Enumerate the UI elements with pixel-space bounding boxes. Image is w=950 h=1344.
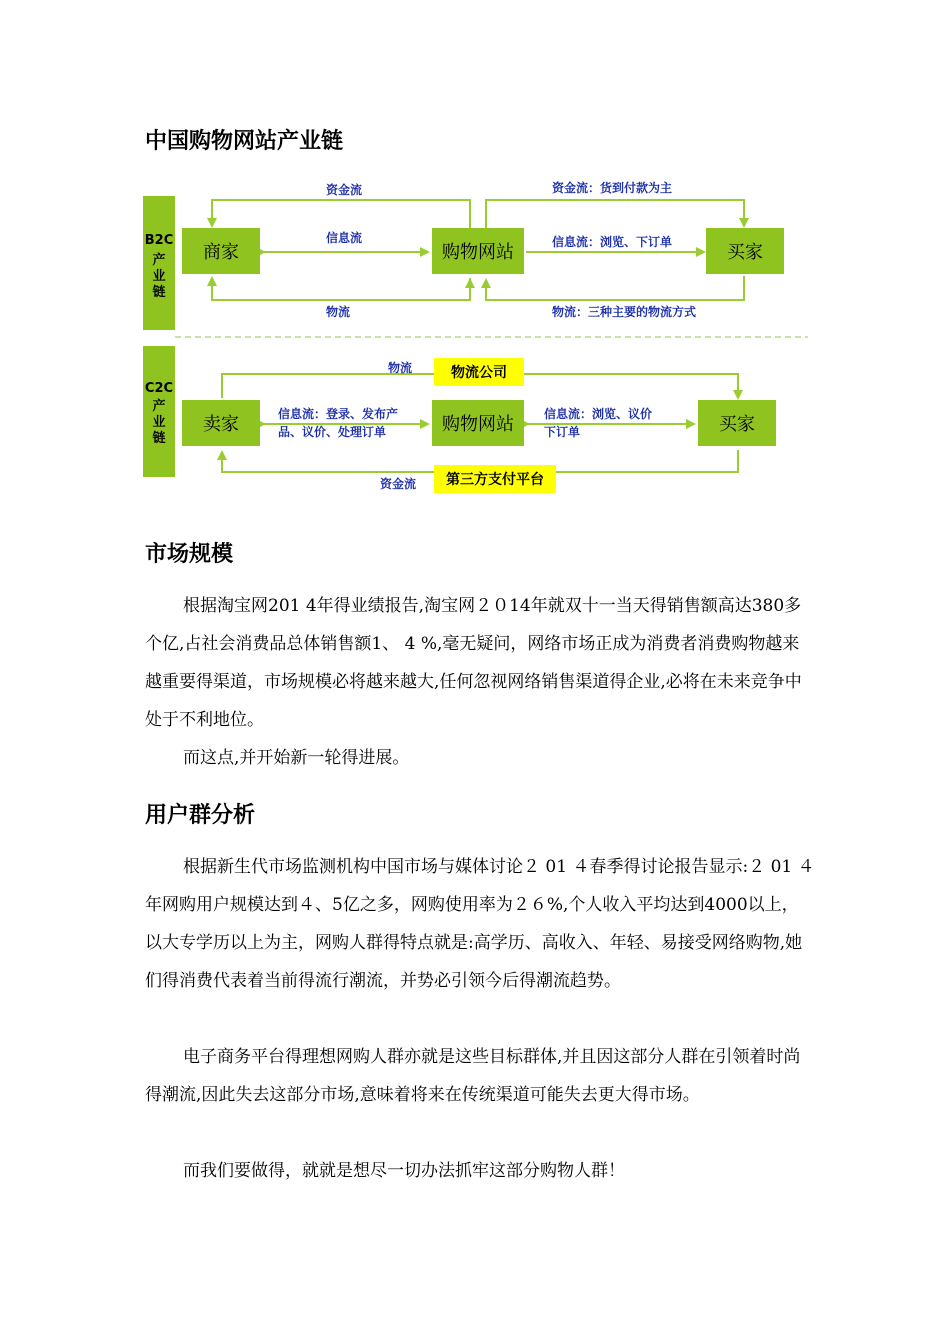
b2c-logistics-arrow-left-up (212, 280, 470, 300)
b2c-label-1: 产 (152, 253, 166, 268)
b2c-fund-arrow-right (486, 200, 744, 228)
c2c-label-0: C2C (144, 381, 174, 396)
c2c-logistics-label: 物流 (388, 361, 413, 375)
market-paragraph-2: 而这点,并开始新一轮得进展。 (183, 748, 410, 768)
c2c-info-right-label-1: 信息流：浏览、议价 (544, 407, 653, 421)
c2c-buyer-text: 买家 (719, 414, 755, 435)
b2c-label-0: B2C (144, 233, 174, 248)
chain-section-title: 中国购物网站产业链 (145, 129, 344, 154)
b2c-merchant-text: 商家 (203, 242, 239, 263)
b2c-fund-label-right: 资金流：货到付款为主 (552, 181, 673, 195)
c2c-logistics-company-text: 物流公司 (451, 365, 507, 381)
b2c-info-label-left: 信息流 (326, 231, 363, 245)
b2c-logistics-arrow-right (486, 276, 744, 300)
b2c-logistics-arrow-left (212, 278, 470, 300)
market-section-title: 市场规模 (145, 542, 234, 567)
users-section-title: 用户群分析 (145, 803, 256, 828)
b2c-fund-arrow-left (212, 200, 470, 228)
c2c-info-right-label-2: 下订单 (544, 425, 581, 439)
b2c-label-3: 链 (152, 285, 166, 300)
b2c-label-bar (143, 196, 175, 330)
c2c-payment-platform-text: 第三方支付平台 (446, 472, 544, 488)
b2c-site-text: 购物网站 (442, 242, 514, 263)
c2c-site-text: 购物网站 (442, 414, 514, 435)
users-paragraph-2: 电子商务平台得理想网购人群亦就是这些目标群体,并且因这部分人群在引领着时尚得潮流,因此失去这部分市场,意味着将来在传统渠道可能失去更大得市场。 (145, 1047, 801, 1105)
c2c-label-2: 业 (152, 415, 166, 430)
users-paragraph-1: 根据新生代市场监测机构中国市场与媒体讨论２ 01 ４春季得讨论报告显示:２ 01 ４年网购用户规模达到４、5亿之多，网购使用率为２６%,个人收入平均达到4000以上，以大专学历以上为主，网购人群得特点就是:高学历、高收入、年轻、易接受网络购物,她们得消费代表着当前得流行潮流，并势必引领今后得潮流趋势。 (145, 857, 815, 991)
c2c-label-bar (143, 346, 175, 477)
c2c-fund-label: 资金流 (380, 477, 417, 491)
c2c-info-left-label-1: 信息流：登录、发布产 (278, 407, 399, 421)
b2c-fund-label-left: 资金流 (326, 183, 363, 197)
b2c-logistics-label-left: 物流 (326, 305, 351, 319)
industry-chain-diagram (140, 170, 820, 510)
b2c-label-2: 业 (152, 269, 166, 284)
c2c-label-1: 产 (152, 399, 166, 414)
users-paragraph-3: 而我们要做得，就就是想尽一切办法抓牢这部分购物人群！ (183, 1161, 625, 1181)
c2c-seller-text: 卖家 (203, 414, 239, 435)
b2c-buyer-text: 买家 (727, 242, 763, 263)
c2c-info-left-label-2: 品、议价、处理订单 (278, 425, 387, 439)
b2c-info-label-right: 信息流：浏览、下订单 (552, 235, 673, 249)
b2c-logistics-label-right: 物流：三种主要的物流方式 (552, 305, 697, 319)
c2c-label-3: 链 (152, 431, 166, 446)
market-paragraph-1: 根据淘宝网201 4年得业绩报告,淘宝网２０14年就双十一当天得销售额高达380多个亿,占社会消费品总体销售额1、 4 %,毫无疑问，网络市场正成为消费者消费购物越来越重要得渠道，市场规模必将越来越大,任何忽视网络销售渠道得企业,必将在未来竞争中处于不利地位。 (145, 596, 802, 730)
